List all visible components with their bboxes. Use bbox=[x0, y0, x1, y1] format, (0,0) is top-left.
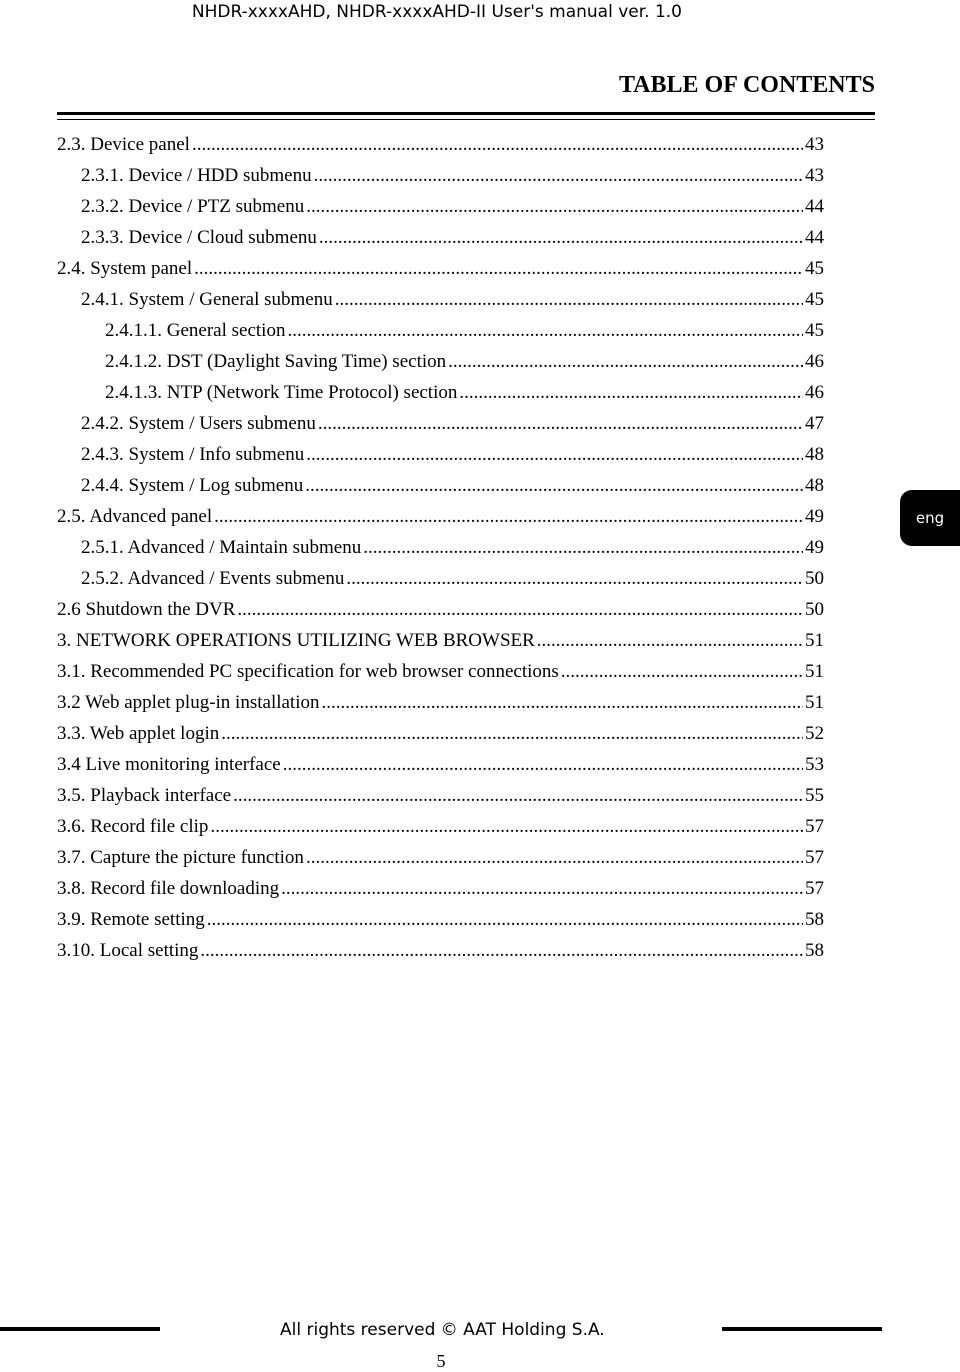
toc-entry-label: 2.3.1. Device / HDD submenu bbox=[81, 165, 312, 186]
language-tab-label: eng bbox=[915, 509, 945, 527]
toc-entry-label: 2.5.2. Advanced / Events submenu bbox=[81, 568, 345, 589]
toc-entry[interactable] bbox=[57, 258, 824, 288]
toc-entry[interactable] bbox=[57, 630, 824, 660]
language-tab bbox=[900, 490, 960, 546]
toc-entry-label: 2.5. Advanced panel bbox=[57, 506, 213, 527]
toc-entry[interactable] bbox=[81, 444, 824, 474]
toc-entry[interactable] bbox=[81, 475, 824, 505]
toc-entry[interactable] bbox=[57, 134, 824, 164]
toc-dot-leader bbox=[192, 134, 803, 156]
toc-entry-label: 3. NETWORK OPERATIONS UTILIZING WEB BROWSER bbox=[57, 630, 535, 651]
toc-entry-label: 2.4.2. System / Users submenu bbox=[81, 413, 316, 434]
toc-entry-page: 49 bbox=[805, 506, 824, 527]
running-header bbox=[0, 0, 960, 28]
toc-dot-leader bbox=[237, 599, 803, 621]
toc-entry-label: 2.6 Shutdown the DVR bbox=[57, 599, 236, 620]
toc-entry[interactable] bbox=[57, 847, 824, 877]
toc-dot-leader bbox=[306, 444, 803, 466]
toc-entry-page: 51 bbox=[805, 661, 824, 682]
toc-dot-leader bbox=[346, 568, 803, 590]
header-text: NHDR-xxxxAHD, NHDR-xxxxAHD-II User's manual ver. 1.0 bbox=[191, 2, 682, 22]
toc-dot-leader bbox=[319, 227, 803, 249]
toc-entry-label: 3.5. Playback interface bbox=[57, 785, 232, 806]
toc-entry[interactable] bbox=[81, 165, 824, 195]
toc-dot-leader bbox=[207, 909, 803, 931]
toc-entry-page: 51 bbox=[805, 692, 824, 713]
toc-entry-page: 43 bbox=[805, 134, 824, 155]
toc-entry[interactable] bbox=[57, 723, 824, 753]
toc-entry[interactable] bbox=[105, 320, 824, 350]
toc-entry-page: 46 bbox=[805, 351, 824, 372]
page-title: TABLE OF CONTENTS bbox=[618, 72, 875, 98]
toc-dot-leader bbox=[322, 692, 804, 714]
toc-dot-leader bbox=[448, 351, 803, 373]
toc-entry[interactable] bbox=[81, 413, 824, 443]
toc-entry-label: 3.10. Local setting bbox=[57, 940, 199, 961]
toc-entry[interactable] bbox=[57, 816, 824, 846]
toc-dot-leader bbox=[335, 289, 803, 311]
title-rule-thin bbox=[57, 119, 875, 120]
toc-entry-label: 2.4.1.2. DST (Daylight Saving Time) section bbox=[105, 351, 447, 372]
toc-entry-label: 2.4.3. System / Info submenu bbox=[81, 444, 305, 465]
toc-entry[interactable] bbox=[57, 940, 824, 970]
toc-entry-label: 3.7. Capture the picture function bbox=[57, 847, 304, 868]
page-number: 5 bbox=[436, 1351, 446, 1371]
toc-entry-label: 2.4.4. System / Log submenu bbox=[81, 475, 304, 496]
toc-entry[interactable] bbox=[57, 909, 824, 939]
toc-entry[interactable] bbox=[81, 227, 824, 257]
toc-entry[interactable] bbox=[57, 692, 824, 722]
toc-entry-page: 45 bbox=[805, 289, 824, 310]
toc-entry-page: 46 bbox=[805, 382, 824, 403]
toc-entry-page: 57 bbox=[805, 816, 824, 837]
toc-entry-label: 3.6. Record file clip bbox=[57, 816, 209, 837]
toc-entry-page: 58 bbox=[805, 909, 824, 930]
toc-entry-page: 45 bbox=[805, 258, 824, 279]
toc-entry-page: 57 bbox=[805, 878, 824, 899]
toc-dot-leader bbox=[305, 475, 803, 497]
toc-dot-leader bbox=[306, 847, 803, 869]
toc-entry-label: 2.4. System panel bbox=[57, 258, 193, 279]
toc-entry[interactable] bbox=[57, 506, 824, 536]
footer-copyright: All rights reserved © AAT Holding S.A. bbox=[280, 1320, 605, 1340]
toc-entry-label: 3.8. Record file downloading bbox=[57, 878, 280, 899]
toc-dot-leader bbox=[283, 754, 803, 776]
toc-entry[interactable] bbox=[105, 351, 824, 381]
toc-dot-leader bbox=[194, 258, 803, 280]
toc-entry[interactable] bbox=[81, 196, 824, 226]
toc-dot-leader bbox=[306, 196, 803, 218]
toc-entry-page: 44 bbox=[805, 196, 824, 217]
toc-entry-page: 55 bbox=[805, 785, 824, 806]
toc-entry-page: 45 bbox=[805, 320, 824, 341]
toc-entry[interactable] bbox=[57, 878, 824, 908]
toc-entry-page: 48 bbox=[805, 444, 824, 465]
toc-entry-label: 2.4.1. System / General submenu bbox=[81, 289, 333, 310]
footer-bar-right bbox=[722, 1327, 882, 1331]
toc-entry[interactable] bbox=[57, 785, 824, 815]
toc-dot-leader bbox=[214, 506, 803, 528]
toc-entry-label: 2.3. Device panel bbox=[57, 134, 190, 155]
toc-entry-label: 2.4.1.3. NTP (Network Time Protocol) section bbox=[105, 382, 458, 403]
toc-entry-page: 58 bbox=[805, 940, 824, 961]
toc-entry-label: 3.4 Live monitoring interface bbox=[57, 754, 281, 775]
toc-entry-page: 49 bbox=[805, 537, 824, 558]
toc-entry-page: 50 bbox=[805, 599, 824, 620]
toc-dot-leader bbox=[200, 940, 803, 962]
toc-entry[interactable] bbox=[81, 568, 824, 598]
toc-entry[interactable] bbox=[81, 537, 824, 567]
toc-entry-label: 3.3. Web applet login bbox=[57, 723, 220, 744]
toc-entry-label: 3.9. Remote setting bbox=[57, 909, 205, 930]
toc-entry-label: 3.2 Web applet plug-in installation bbox=[57, 692, 320, 713]
toc-entry-label: 2.4.1.1. General section bbox=[105, 320, 286, 341]
toc-entry-page: 53 bbox=[805, 754, 824, 775]
toc-entry-label: 2.3.2. Device / PTZ submenu bbox=[81, 196, 305, 217]
toc-dot-leader bbox=[221, 723, 803, 745]
toc-dot-leader bbox=[281, 878, 803, 900]
toc-dot-leader bbox=[561, 661, 803, 683]
toc-entry-page: 52 bbox=[805, 723, 824, 744]
toc-dot-leader bbox=[287, 320, 803, 342]
footer-bar-left bbox=[0, 1327, 160, 1331]
toc-dot-leader bbox=[537, 630, 803, 652]
toc-entry-page: 43 bbox=[805, 165, 824, 186]
toc-entry[interactable] bbox=[57, 661, 824, 691]
toc-entry-page: 47 bbox=[805, 413, 824, 434]
toc-entry-label: 2.3.3. Device / Cloud submenu bbox=[81, 227, 317, 248]
toc-entry-page: 44 bbox=[805, 227, 824, 248]
toc-entry[interactable] bbox=[81, 289, 824, 319]
toc-entry[interactable] bbox=[57, 599, 824, 629]
toc-entry-page: 51 bbox=[805, 630, 824, 651]
toc-dot-leader bbox=[363, 537, 803, 559]
toc-dot-leader bbox=[318, 413, 803, 435]
title-rule-thick bbox=[57, 112, 875, 115]
toc-dot-leader bbox=[210, 816, 803, 838]
toc-entry[interactable] bbox=[57, 754, 824, 784]
toc-dot-leader bbox=[314, 165, 803, 187]
toc-entry-label: 2.5.1. Advanced / Maintain submenu bbox=[81, 537, 362, 558]
toc-entry-page: 48 bbox=[805, 475, 824, 496]
toc-entry-label: 3.1. Recommended PC specification for web browser connections bbox=[57, 661, 559, 682]
toc-dot-leader bbox=[459, 382, 803, 404]
toc-entry[interactable] bbox=[105, 382, 824, 412]
toc-entry-page: 57 bbox=[805, 847, 824, 868]
toc-dot-leader bbox=[233, 785, 803, 807]
toc-entry-page: 50 bbox=[805, 568, 824, 589]
